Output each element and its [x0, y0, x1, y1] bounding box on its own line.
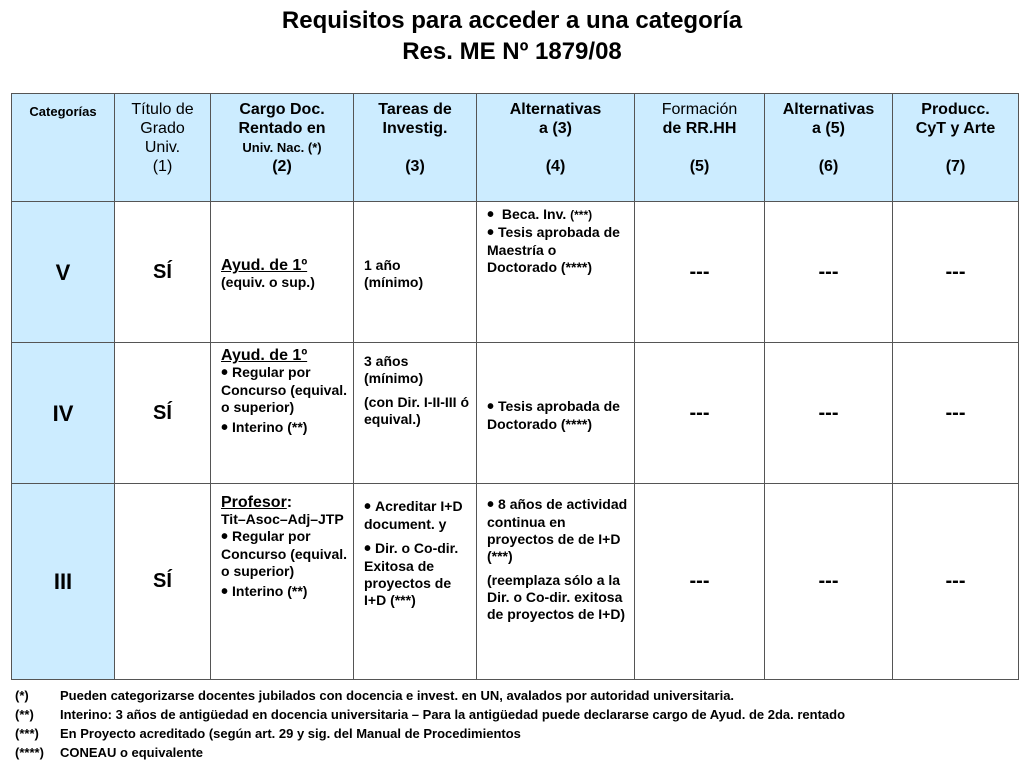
titulo-cell: SÍ [115, 343, 211, 484]
table-row [12, 343, 1019, 484]
alternativas-cell [477, 202, 635, 343]
alternativas-5-cell: --- [765, 484, 893, 680]
tareas-text: (con Dir. I-II-III ó equival.) [364, 394, 469, 427]
header-alternativas-5: Alternativas a (5) (6) [765, 94, 893, 202]
footnote: (****) CONEAU o equivalente [15, 745, 204, 760]
titulo-cell: SÍ [115, 202, 211, 343]
header-formacion: Formación de RR.HH (5) [635, 94, 765, 202]
table-row [12, 484, 1019, 680]
page-subtitle: Res. ME Nº 1879/08 [402, 38, 622, 65]
tareas-cell [354, 484, 477, 680]
produccion-cell: --- [893, 343, 1019, 484]
header-cargo: Cargo Doc. Rentado en Univ. Nac. (*) (2) [211, 94, 354, 202]
bullet-item: • Tesis aprobada de Maestría o Doctorado (****) [487, 224, 630, 276]
cargo-sub: Tit–Asoc–Adj–JTP [221, 511, 344, 527]
footnote: (**) Interino: 3 años de antigüedad en docencia universitaria – Para la antigüedad puede declararse cargo de Ayud. de 2da. rentado [15, 707, 846, 722]
alternativas-5-cell: --- [765, 343, 893, 484]
header-produccion: Producc. CyT y Arte (7) [893, 94, 1019, 202]
tareas-cell [354, 343, 477, 484]
alternativas-note: (reemplaza sólo a la Dir. o Co-dir. exitosa de proyectos de I+D) [487, 572, 626, 622]
table-row [12, 202, 1019, 343]
formacion-cell: --- [635, 484, 765, 680]
tareas-text: 3 años [364, 353, 409, 369]
cargo-note: (equiv. o sup.) [221, 274, 315, 290]
bullet-item: • Regular por Concurso (equival. o superior) [221, 528, 349, 580]
bullet-item: • Beca. Inv. (***) [487, 206, 630, 224]
category-cell: III [12, 484, 115, 680]
footnote: (*) Pueden categorizarse docentes jubilados con docencia e invest. en UN, avalados por autoridad universitaria. [15, 688, 735, 703]
requirements-table [11, 93, 1019, 680]
bullet-item: • Tesis aprobada de Doctorado (****) [487, 398, 630, 433]
header-categorias: Categorías [12, 94, 115, 202]
cargo-title: Ayud. de 1º [221, 257, 308, 274]
alternativas-cell [477, 343, 635, 484]
cargo-cell [211, 343, 354, 484]
category-cell: V [12, 202, 115, 343]
bullet-item: • Regular por Concurso (equival. o superior) [221, 364, 349, 416]
page-title: Requisitos para acceder a una categoría [281, 7, 743, 34]
cargo-title: Profesor: [221, 494, 293, 511]
header-titulo: Título de Grado Univ. (1) [115, 94, 211, 202]
formacion-cell: --- [635, 202, 765, 343]
bullet-item: • Acreditar I+D document. y [364, 498, 472, 533]
bullet-item: • Interino (**) [221, 419, 349, 437]
alternativas-5-cell: --- [765, 202, 893, 343]
produccion-cell: --- [893, 202, 1019, 343]
footnote: (***) En Proyecto acreditado (según art. 29 y sig. del Manual de Procedimientos [15, 726, 521, 741]
header-tareas: Tareas de Investig. (3) [354, 94, 477, 202]
formacion-cell: --- [635, 343, 765, 484]
category-cell: IV [12, 343, 115, 484]
tareas-text: (mínimo) [364, 274, 424, 290]
table-header-row [12, 94, 1019, 202]
cargo-cell [211, 484, 354, 680]
tareas-text: 1 año [364, 257, 401, 273]
bullet-item: • Interino (**) [221, 583, 349, 601]
bullet-item: • 8 años de actividad continua en proyectos de de I+D (***) [487, 496, 630, 565]
bullet-item: • Dir. o Co-dir. Exitosa de proyectos de I+D (***) [364, 540, 472, 609]
cargo-title: Ayud. de 1º [221, 347, 308, 364]
titulo-cell: SÍ [115, 484, 211, 680]
tareas-text: (mínimo) [364, 370, 424, 386]
cargo-cell [211, 202, 354, 343]
header-alternativas-3: Alternativas a (3) (4) [477, 94, 635, 202]
alternativas-cell [477, 484, 635, 680]
tareas-cell [354, 202, 477, 343]
produccion-cell: --- [893, 484, 1019, 680]
